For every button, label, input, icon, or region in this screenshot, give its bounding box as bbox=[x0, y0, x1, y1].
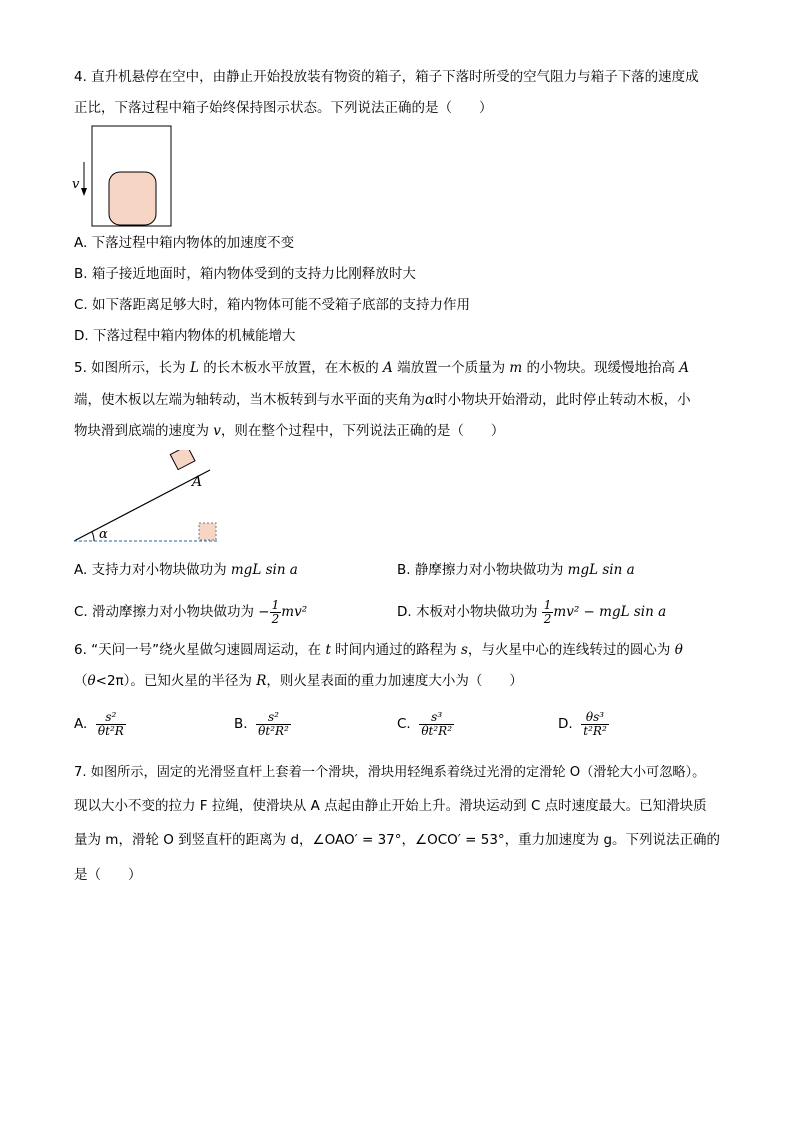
block-final-dashed bbox=[199, 523, 216, 540]
q5-stem-line2: 端，使木板以左端为轴转动，当木板转到与水平面的夹角为α时小物块开始滑动，此时停止转动木板，小 bbox=[74, 392, 691, 408]
q5-option-b: B. 静摩擦力对小物块做功为 mgL sin a bbox=[397, 562, 635, 578]
q5-figure-inclined-plank bbox=[68, 450, 228, 550]
q4-figure-box-falling bbox=[68, 122, 178, 230]
cargo-box bbox=[109, 172, 156, 225]
q4-option-a: A. 下落过程中箱内物体的加速度不变 bbox=[74, 235, 295, 251]
q6-option-d: D. $\frac{\text{θs³}}{\text{t²R²}}$ bbox=[558, 709, 607, 738]
q5-option-d: D. 木板对小物块做功为 $\frac{1}{2}$ mv² − mgL sin a bbox=[397, 597, 667, 626]
q7-stem-line4: 是（ ） bbox=[74, 867, 142, 883]
q6-stem-line2: （θ<2π）。已知火星的半径为 R，则火星表面的重力加速度大小为（ ） bbox=[74, 673, 523, 689]
q7-stem-line2: 现以大小不变的拉力 F 拉绳，使滑块从 A 点起由静止开始上升。滑块运动到 C 点时速度最大。已知滑块质 bbox=[74, 798, 707, 814]
q4-option-d: D. 下落过程中箱内物体的机械能增大 bbox=[74, 328, 296, 344]
q6-option-a: A. $\frac{\text{s²}}{\text{θt²R}}$ bbox=[74, 709, 124, 738]
q7-stem-line3: 量为 m，滑轮 O 到竖直杆的距离为 d，∠OAO′ = 37°，∠OCO′ = 53°，重力加速度为 g。下列说法正确的 bbox=[74, 832, 721, 848]
q5-option-a: A. 支持力对小物块做功为 mgL sin a bbox=[74, 562, 298, 578]
q6-option-b: B. $\frac{\text{s²}}{\text{θt²R²}}$ bbox=[234, 709, 289, 738]
label-alpha: α bbox=[99, 527, 108, 542]
q5-stem-line3: 物块滑到底端的速度为 v，则在整个过程中，下列说法正确的是（ ） bbox=[74, 423, 505, 439]
q6-stem-line1: 6. “天问一号”绕火星做匀速圆周运动，在 t 时间内通过的路程为 s，与火星中心的连线转过的圆心为 θ bbox=[74, 642, 683, 658]
plank bbox=[74, 470, 210, 541]
q4-stem-line2: 正比，下落过程中箱子始终保持图示状态。下列说法正确的是（ ） bbox=[74, 100, 493, 116]
q5-stem-line1: 5. 如图所示，长为 L 的长木板水平放置，在木板的 A 端放置一个质量为 m 的小物块。现缓慢地抬高 A bbox=[74, 360, 690, 376]
velocity-label: v bbox=[72, 177, 80, 192]
alpha-arc bbox=[92, 532, 94, 541]
q7-stem-line1: 7. 如图所示，固定的光滑竖直杆上套着一个滑块，滑块用轻绳系着绕过光滑的定滑轮 O（滑轮大小可忽略）。 bbox=[74, 765, 706, 780]
q6-option-c: C. $\frac{\text{s³}}{\text{θt²R²}}$ bbox=[397, 709, 453, 738]
block-on-plank bbox=[170, 450, 195, 470]
q5-option-c: C. 滑动摩擦力对小物块做功为 − $\frac{1}{2}$ mv² bbox=[74, 597, 308, 626]
label-a: A bbox=[192, 474, 203, 490]
q4-option-c: C. 如下落距离足够大时，箱内物体可能不受箱子底部的支持力作用 bbox=[74, 297, 471, 313]
q4-stem-line1: 4. 直升机悬停在空中，由静止开始投放装有物资的箱子，箱子下落时所受的空气阻力与箱子下落的速度成 bbox=[74, 69, 699, 85]
q4-option-b: B. 箱子接近地面时，箱内物体受到的支持力比刚释放时大 bbox=[74, 266, 416, 282]
